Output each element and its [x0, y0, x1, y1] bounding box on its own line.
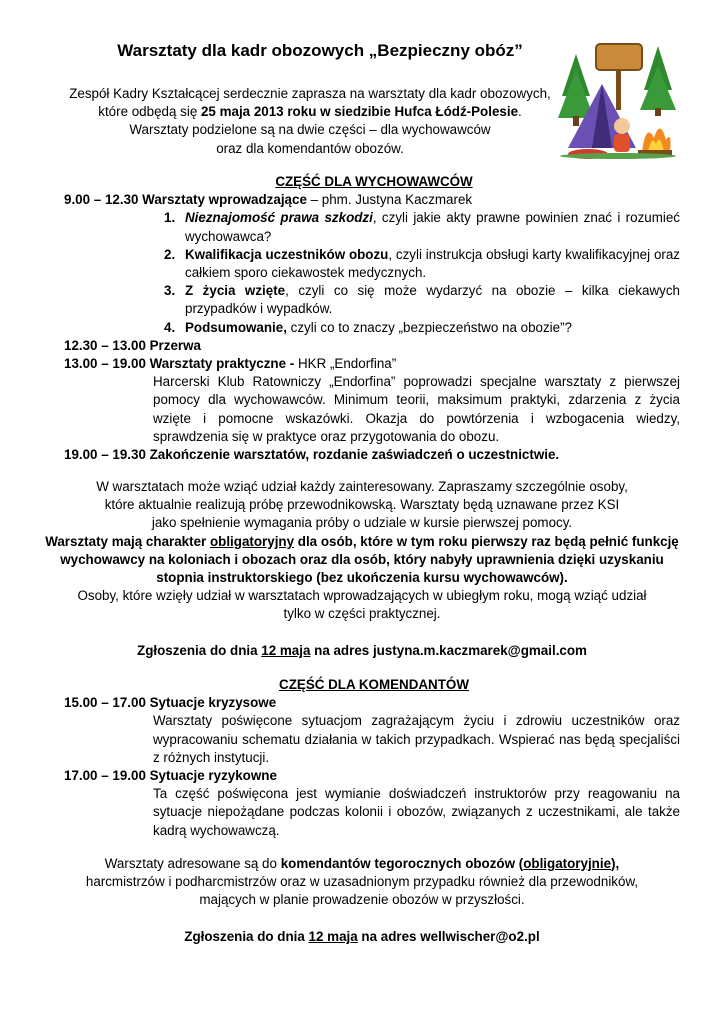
session-crisis-description: Warsztaty poświęcone sytuacjom zagrażającym życiu i zdrowiu uczestników oraz wypracowaniu schematu działania w takich przypadkach. Wspierać nas będą specjaliści z różnych instytucji. — [153, 713, 680, 765]
intro: Zespół Kadry Kształcącej serdecznie zaprasza na warsztaty dla kadr obozowych, które odbędą się 25 maja 2013 roku w siedzibie Hufca Łódź-Polesie. Warsztaty podzielone są na dwie części – dla wychowawców oraz dla komendantów obozów. — [69, 86, 551, 156]
part-commanders — [64, 676, 680, 840]
part-educators — [64, 173, 680, 464]
session-intro: 9.00 – 12.30 Warsztaty wprowadzające – phm. Justyna Kaczmarek — [64, 192, 473, 208]
session-practical: 13.00 – 19.00 Warsztaty praktyczne - HKR „Endorfina” — [64, 356, 397, 372]
audience-notice: Warsztaty adresowane są do komendantów tegorocznych obozów (obligatoryjnie), — [104, 856, 620, 871]
section-heading-commanders: CZĘŚĆ DLA KOMENDANTÓW — [279, 677, 469, 692]
registration-educators: Zgłoszenia do dnia 12 maja na adres justyna.m.kaczmarek@gmail.com — [137, 642, 587, 658]
session-break: 12.30 – 13.00 Przerwa — [64, 337, 201, 353]
session-practical-description: Harcerski Klub Ratowniczy „Endorfina” poprowadzi specjalne warsztaty z pierwszej pomocy dla wychowawców. Minimum teorii, maksimum praktyki, zdarzenia z życia wzięte i pomocne wskazówki. Okazja do powtórzenia i wzbogacenia wiedzy, sprawdzenia się w praktyce oraz przygotowania do obozu. — [153, 374, 680, 444]
list-item: 2. Kwalifikacja uczestników obozu, czyli instrukcja obsługi karty kwalifikacyjnej oraz całkiem sporo ciekawostek medycznych. — [164, 246, 680, 281]
section-heading-educators: CZĘŚĆ DLA WYCHOWAWCÓW — [275, 174, 473, 189]
list-item: 4. Podsumowanie, czyli co to znaczy „bezpieczeństwo na obozie”? — [164, 319, 572, 335]
wooden-sign — [596, 44, 642, 70]
list-item: 1. Nieznajomość prawa szkodzi, czyli jakie akty prawne powinien znać i rozumieć wychowawca? — [164, 210, 680, 244]
commanders-info: Warsztaty adresowane są do komendantów tegorocznych obozów (obligatoryjnie), harcmistrzów i podharcmistrzów oraz w uzasadnionym przypadku również dla przewodników, mających w planie prowadzenie obozów w przyszłości. Zgłoszenia do dnia 12 maja na adres wellwischer@o2.pl — [40, 855, 684, 946]
camper-head — [614, 118, 630, 134]
session-risk: 17.00 – 19.00 Sytuacje ryzykowne — [64, 768, 277, 784]
topic-list — [68, 209, 680, 336]
session-risk-description: Ta część poświęcona jest wymianie doświadczeń instruktorów przy reagowaniu na sytuacje niepożądane podczas kolonii i obozów, związanych z uczestnikami, ale także kadrą wychowawczą. — [153, 786, 680, 838]
obligatory-notice: Warsztaty mają charakter obligatoryjny dla osób, które w tym roku pierwszy raz będą pełnić funkcję — [45, 533, 679, 549]
educators-info: W warsztatach może wziąć udział każdy zainteresowany. Zapraszamy szczególnie osoby, które aktualnie realizują próbę przewodnikowską. Warsztaty będą uznawane przez KSI jako spełnienie wymagania próby o udziale w kursie pierwszej pomocy. Warsztaty mają charakter obligatoryjny dla osób, które w tym roku pierwszy raz będą pełnić funkcję wychowawcy na koloniach i obozach oraz dla osób, który nabyły uprawnienia dzięki uzyskaniu stopnia instruktorskiego (bez ukończenia kursu wychowawców). Osoby, które wzięły udział w warsztatach wprowadzających w ubiegłym roku, mogą wziąć udział tylko w części praktycznej. Zgłoszenia do dnia 12 maja na adres justyna.m.kaczmarek@gmail.com — [40, 478, 684, 660]
session-end: 19.00 – 19.30 Zakończenie warsztatów, rozdanie zaświadczeń o uczestnictwie. — [64, 447, 560, 463]
session-crisis: 15.00 – 17.00 Sytuacje kryzysowe — [64, 695, 277, 711]
list-item: 3. Z życia wzięte, czyli co się może wydarzyć na obozie – kilka ciekawych przypadków i wypadków. — [164, 283, 680, 317]
page-title: Warsztaty dla kadr obozowych „Bezpieczny obóz” — [117, 41, 523, 60]
camp-illustration — [558, 40, 678, 160]
registration-commanders: Zgłoszenia do dnia 12 maja na adres wellwischer@o2.pl — [184, 928, 540, 944]
